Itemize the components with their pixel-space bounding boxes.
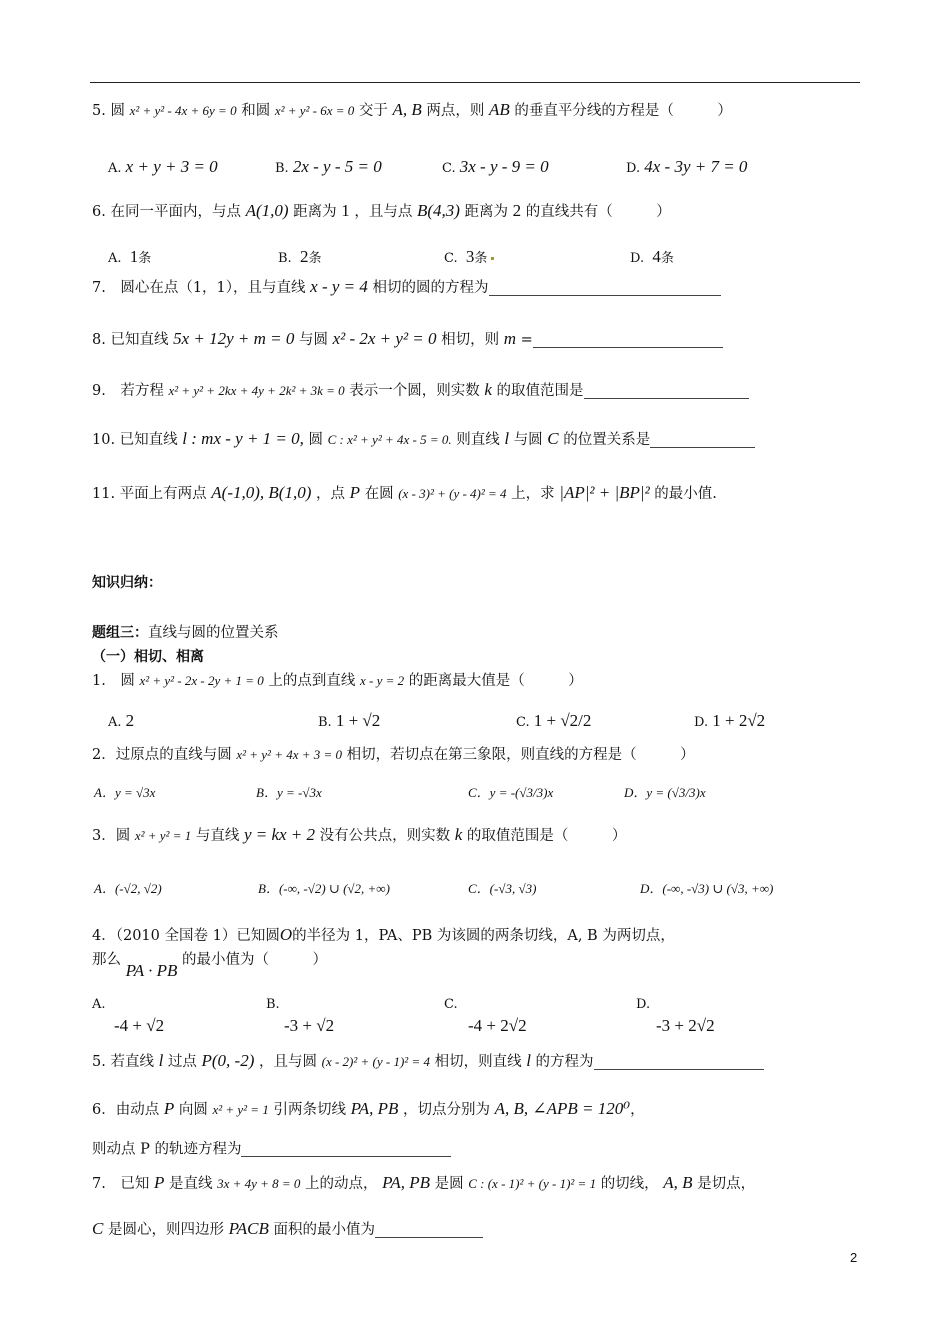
p3-option-c	[468, 882, 536, 895]
option-label: A.	[108, 161, 122, 176]
option-expr: -4 + 2√2	[468, 1016, 527, 1035]
option-label: D.	[630, 251, 645, 266]
p3-text: 3．圆	[92, 828, 131, 844]
p1-text: 的距离最大值是（ ）	[408, 673, 583, 689]
p3-line: y = kx + 2	[243, 825, 316, 844]
p6-text: 引两条切线	[273, 1102, 346, 1118]
option-label: C．	[468, 881, 490, 896]
p1-eq: x² + y² - 2x - 2y + 1 = 0	[139, 673, 264, 688]
p5-text: 的方程为	[535, 1054, 594, 1070]
q11-text: 的最小值.	[654, 486, 717, 502]
p2-option-a	[94, 786, 155, 799]
p5-answer-blank[interactable]	[594, 1055, 764, 1070]
p7-text: 面积的最小值为	[273, 1222, 375, 1238]
option-label: B.	[278, 251, 292, 266]
group3-label: 题组三：	[92, 625, 148, 641]
q9-stem	[92, 381, 749, 399]
p5-var2: l	[526, 1051, 531, 1070]
option-num: 4	[652, 247, 661, 266]
p4-option-a	[92, 998, 164, 1034]
option-unit: 条	[138, 251, 152, 266]
p6-stem	[92, 1100, 645, 1118]
p2-text: 2．过原点的直线与圆	[92, 747, 232, 763]
p7-text: 上的动点，	[305, 1176, 378, 1192]
q10-text: 10. 已知直线	[92, 432, 178, 448]
option-expr: 1 + √2/2	[533, 711, 592, 730]
option-expr: y = -(√3/3)x	[489, 785, 554, 800]
q11-points: A(-1,0), B(1,0)	[211, 483, 312, 502]
q6-distance1: 1	[341, 201, 350, 220]
option-label: D.	[626, 161, 641, 176]
q6-stem	[92, 202, 671, 220]
p4-circle-o: O	[279, 925, 293, 944]
option-label: A.	[92, 997, 106, 1012]
option-unit: 条	[474, 251, 488, 266]
q11-text: 上，求	[511, 486, 555, 502]
p5-text: 过点	[167, 1054, 197, 1070]
p6-text: 则动点 P 的轨迹方程为	[92, 1141, 242, 1158]
stray-dot-icon	[491, 257, 494, 260]
q10-eq1: l : mx - y + 1 = 0,	[182, 429, 304, 448]
sub1-heading: （一）相切、相离	[92, 649, 204, 665]
p3-stem	[92, 826, 626, 844]
p7-lines: PA, PB	[382, 1173, 430, 1192]
option-expr: 2	[125, 711, 135, 730]
q8-eq1: 5x + 12y + m = 0	[173, 329, 295, 348]
p6-text: 6．由动点	[92, 1102, 160, 1118]
option-expr: (-√2, √2)	[114, 881, 162, 896]
option-expr: 2x - y - 5 = 0	[292, 157, 382, 176]
q5-points: A, B	[392, 100, 422, 119]
q5-option-d	[626, 158, 747, 175]
q11-stem	[92, 484, 717, 502]
p6-text: ，切点分别为	[403, 1102, 491, 1118]
q5-text: 的垂直平分线的方程是（ ）	[514, 103, 732, 119]
p6-answer-blank[interactable]	[241, 1142, 451, 1157]
q8-var: m	[503, 329, 517, 348]
option-label: B.	[275, 161, 289, 176]
q5-option-b	[275, 158, 382, 175]
q11-var: P	[349, 483, 360, 502]
option-label: B.	[266, 997, 280, 1012]
q8-equals: =	[520, 332, 533, 348]
p1-option-a	[108, 712, 134, 729]
p6-condition: A, B, ∠APB = 120⁰	[494, 1099, 631, 1118]
q6-option-c	[444, 248, 494, 265]
p5-eq: (x - 2)² + (y - 1)² = 4	[321, 1054, 430, 1069]
p4-text: 4．（2010 全国卷 1）已知圆	[92, 928, 280, 944]
option-unit: 条	[308, 251, 322, 266]
q6-text: 6. 在同一平面内，与点	[92, 204, 241, 220]
p7-stem-2	[92, 1220, 483, 1238]
p6-lines: PA, PB	[350, 1099, 399, 1118]
q7-text: 7. 圆心在点（1，1），且与直线	[92, 280, 306, 296]
option-label: D．	[640, 881, 663, 896]
q10-text: 的位置关系是	[563, 432, 651, 448]
q5-stem	[92, 101, 732, 119]
q5-option-a	[108, 158, 218, 175]
p7-text: 是直线	[168, 1176, 213, 1192]
q9-answer-blank[interactable]	[584, 384, 749, 399]
p2-option-d	[624, 786, 706, 799]
p1-text: 1. 圆	[92, 673, 135, 689]
p1-option-d	[694, 712, 765, 729]
option-label: C.	[442, 161, 456, 176]
option-expr: (-∞, -√2) ∪ (√2, +∞)	[278, 881, 390, 896]
q7-eq: x - y = 4	[310, 277, 368, 296]
option-num: 1	[129, 247, 139, 266]
option-label: D.	[694, 715, 709, 730]
q11-text: 在圆	[364, 486, 394, 502]
q8-stem	[92, 330, 723, 348]
p4-stem	[92, 926, 675, 944]
option-expr: 4x - 3y + 7 = 0	[644, 157, 748, 176]
p1-option-c	[516, 712, 591, 729]
option-label: C．	[468, 785, 490, 800]
option-label: C.	[444, 997, 458, 1012]
p7-text: 的切线，	[600, 1176, 659, 1192]
p5-point: P(0, -2)	[201, 1051, 255, 1070]
q8-text: 与圆	[298, 332, 328, 348]
p7-text: 是圆心，则四边形	[107, 1222, 224, 1238]
summary-heading: 知识归纳：	[92, 575, 162, 591]
q5-text: 5. 圆	[92, 103, 125, 119]
p1-text: 上的点到直线	[268, 673, 356, 689]
q10-text: 则直线	[456, 432, 500, 448]
q6-distance2: 2	[512, 201, 522, 220]
q7-text: 相切的圆的方程为	[372, 280, 489, 296]
q8-text: 相切，则	[441, 332, 500, 348]
option-label: B.	[318, 715, 332, 730]
q10-text: 圆	[308, 432, 323, 448]
q5-eq1: x² + y² - 4x + 6y = 0	[129, 103, 237, 118]
top-rule	[90, 82, 860, 83]
option-expr: (-∞, -√3) ∪ (√3, +∞)	[662, 881, 774, 896]
option-label: A.	[108, 251, 122, 266]
p4-stem-2	[92, 950, 328, 980]
option-label: C.	[444, 251, 458, 266]
q10-text: 与圆	[513, 432, 543, 448]
q6-point-a: A(1,0)	[245, 201, 289, 220]
page-number: 2	[850, 1250, 858, 1265]
option-label: A．	[94, 881, 115, 896]
group3-title: 直线与圆的位置关系	[148, 625, 279, 641]
option-expr: y = √3x	[114, 785, 156, 800]
q8-eq2: x² - 2x + y² = 0	[332, 329, 437, 348]
p2-eq: x² + y² + 4x + 3 = 0	[236, 747, 343, 762]
p7-text: 是圆	[434, 1176, 464, 1192]
p3-var: k	[454, 825, 463, 844]
p3-text: 的取值范围是（ ）	[466, 828, 627, 844]
p2-stem	[92, 748, 695, 763]
q5-segment: AB	[489, 100, 510, 119]
option-expr: 1 + 2√2	[712, 711, 766, 730]
p7-eq: C : (x - 1)² + (y - 1)² = 1	[468, 1176, 597, 1191]
p4-text: 那么	[92, 952, 121, 968]
p7-stem	[92, 1174, 755, 1192]
group3-heading	[92, 626, 279, 641]
p4-text: 的最小值为（ ）	[182, 952, 328, 968]
q6-text: 距离为	[464, 204, 509, 220]
q7-answer-blank[interactable]	[489, 281, 721, 296]
option-num: 3	[465, 247, 475, 266]
p3-option-a	[94, 882, 162, 895]
p4-option-b	[266, 998, 334, 1034]
q6-text: 的直线共有（ ）	[525, 204, 671, 220]
p5-text: 相切，则直线	[434, 1054, 522, 1070]
q6-point-b: B(4,3)	[416, 201, 460, 220]
option-label: B．	[258, 881, 279, 896]
p2-option-c	[468, 786, 553, 799]
q6-text: ，且与点	[354, 204, 413, 220]
q9-text: 9. 若方程	[92, 383, 164, 399]
p4-option-c	[444, 998, 527, 1034]
option-expr: 3x - y - 9 = 0	[459, 157, 549, 176]
q5-text: 两点，则	[426, 103, 485, 119]
option-expr: 1 + √2	[335, 711, 381, 730]
p6-text: 向圆	[178, 1102, 208, 1118]
p7-quad: PACB	[228, 1219, 269, 1238]
p3-option-b	[258, 882, 390, 895]
p3-option-d	[640, 882, 773, 895]
p5-var: l	[158, 1051, 164, 1070]
option-num: 2	[299, 247, 309, 266]
q5-text: 交于	[358, 103, 388, 119]
q8-text: 8. 已知直线	[92, 332, 169, 348]
q10-stem	[92, 430, 755, 448]
p5-text: ，且与圆	[259, 1054, 317, 1070]
q9-text: 表示一个圆，则实数	[349, 383, 480, 399]
p7-points: A, B	[663, 1173, 693, 1192]
p6-eq: x² + y² = 1	[212, 1102, 269, 1117]
q10-var-l: l	[504, 429, 510, 448]
p3-text: 与直线	[195, 828, 240, 844]
q6-option-d	[630, 248, 674, 265]
q5-eq2: x² + y² - 6x = 0	[274, 103, 355, 118]
p4-expr: PA · PB	[125, 961, 178, 980]
option-label: D.	[636, 997, 651, 1012]
p2-text: 相切，若切点在第三象限，则直线的方程是（ ）	[346, 747, 695, 763]
p3-eq: x² + y² = 1	[134, 828, 192, 843]
p7-text: 是切点，	[697, 1176, 756, 1192]
q11-text: ，点	[315, 486, 345, 502]
option-label: B．	[256, 785, 277, 800]
p5-text: 5. 若直线	[92, 1054, 154, 1070]
q9-text: 的取值范围是	[496, 383, 584, 399]
q9-eq: x² + y² + 2kx + 4y + 2k² + 3k = 0	[168, 383, 345, 398]
option-expr: y = (√3/3)x	[646, 785, 706, 800]
q10-eq2: C : x² + y² + 4x - 5 = 0.	[327, 432, 452, 447]
p1-line: x - y = 2	[360, 673, 405, 688]
p7-answer-blank[interactable]	[375, 1223, 483, 1238]
p5-stem	[92, 1052, 764, 1070]
option-expr: x + y + 3 = 0	[125, 157, 218, 176]
q9-var: k	[484, 380, 492, 399]
q11-text: 11. 平面上有两点	[92, 486, 207, 502]
p4-text: 的半径为 1，PA、PB 为该圆的两条切线，A, B 为两切点，	[292, 928, 675, 944]
p7-line: 3x + 4y + 8 = 0	[217, 1176, 301, 1191]
q5-option-c	[442, 158, 549, 175]
q10-answer-blank[interactable]	[650, 433, 755, 448]
option-expr: -3 + √2	[284, 1016, 335, 1035]
q6-text: 距离为	[293, 204, 337, 220]
p6-text: ，	[630, 1102, 645, 1118]
option-expr: (-√3, √3)	[489, 881, 537, 896]
p4-option-d	[636, 998, 715, 1034]
q6-option-a	[108, 248, 151, 265]
p3-text: 没有公共点，则实数	[319, 828, 451, 844]
q8-answer-blank[interactable]	[533, 333, 723, 348]
q7-stem	[92, 278, 721, 296]
p7-var: P	[153, 1173, 165, 1192]
p7-center: C	[92, 1219, 104, 1238]
q5-text: 和圆	[241, 103, 271, 119]
option-label: C.	[516, 715, 530, 730]
option-expr: -4 + √2	[114, 1016, 165, 1035]
p6-stem-2	[92, 1142, 451, 1157]
q10-var-c: C	[547, 429, 559, 448]
p7-text: 7. 已知	[92, 1176, 150, 1192]
p1-stem	[92, 674, 583, 689]
q6-option-b	[278, 248, 321, 265]
option-label: A．	[94, 785, 115, 800]
p2-option-b	[256, 786, 322, 799]
option-label: A.	[108, 715, 122, 730]
option-expr: y = -√3x	[276, 785, 322, 800]
q11-eq: (x - 3)² + (y - 4)² = 4	[398, 486, 507, 501]
q11-expr: |AP|² + |BP|²	[559, 483, 650, 502]
p6-var: P	[163, 1099, 175, 1118]
option-label: D．	[624, 785, 647, 800]
p1-option-b	[318, 712, 380, 729]
option-unit: 条	[660, 251, 674, 266]
option-expr: -3 + 2√2	[656, 1016, 715, 1035]
